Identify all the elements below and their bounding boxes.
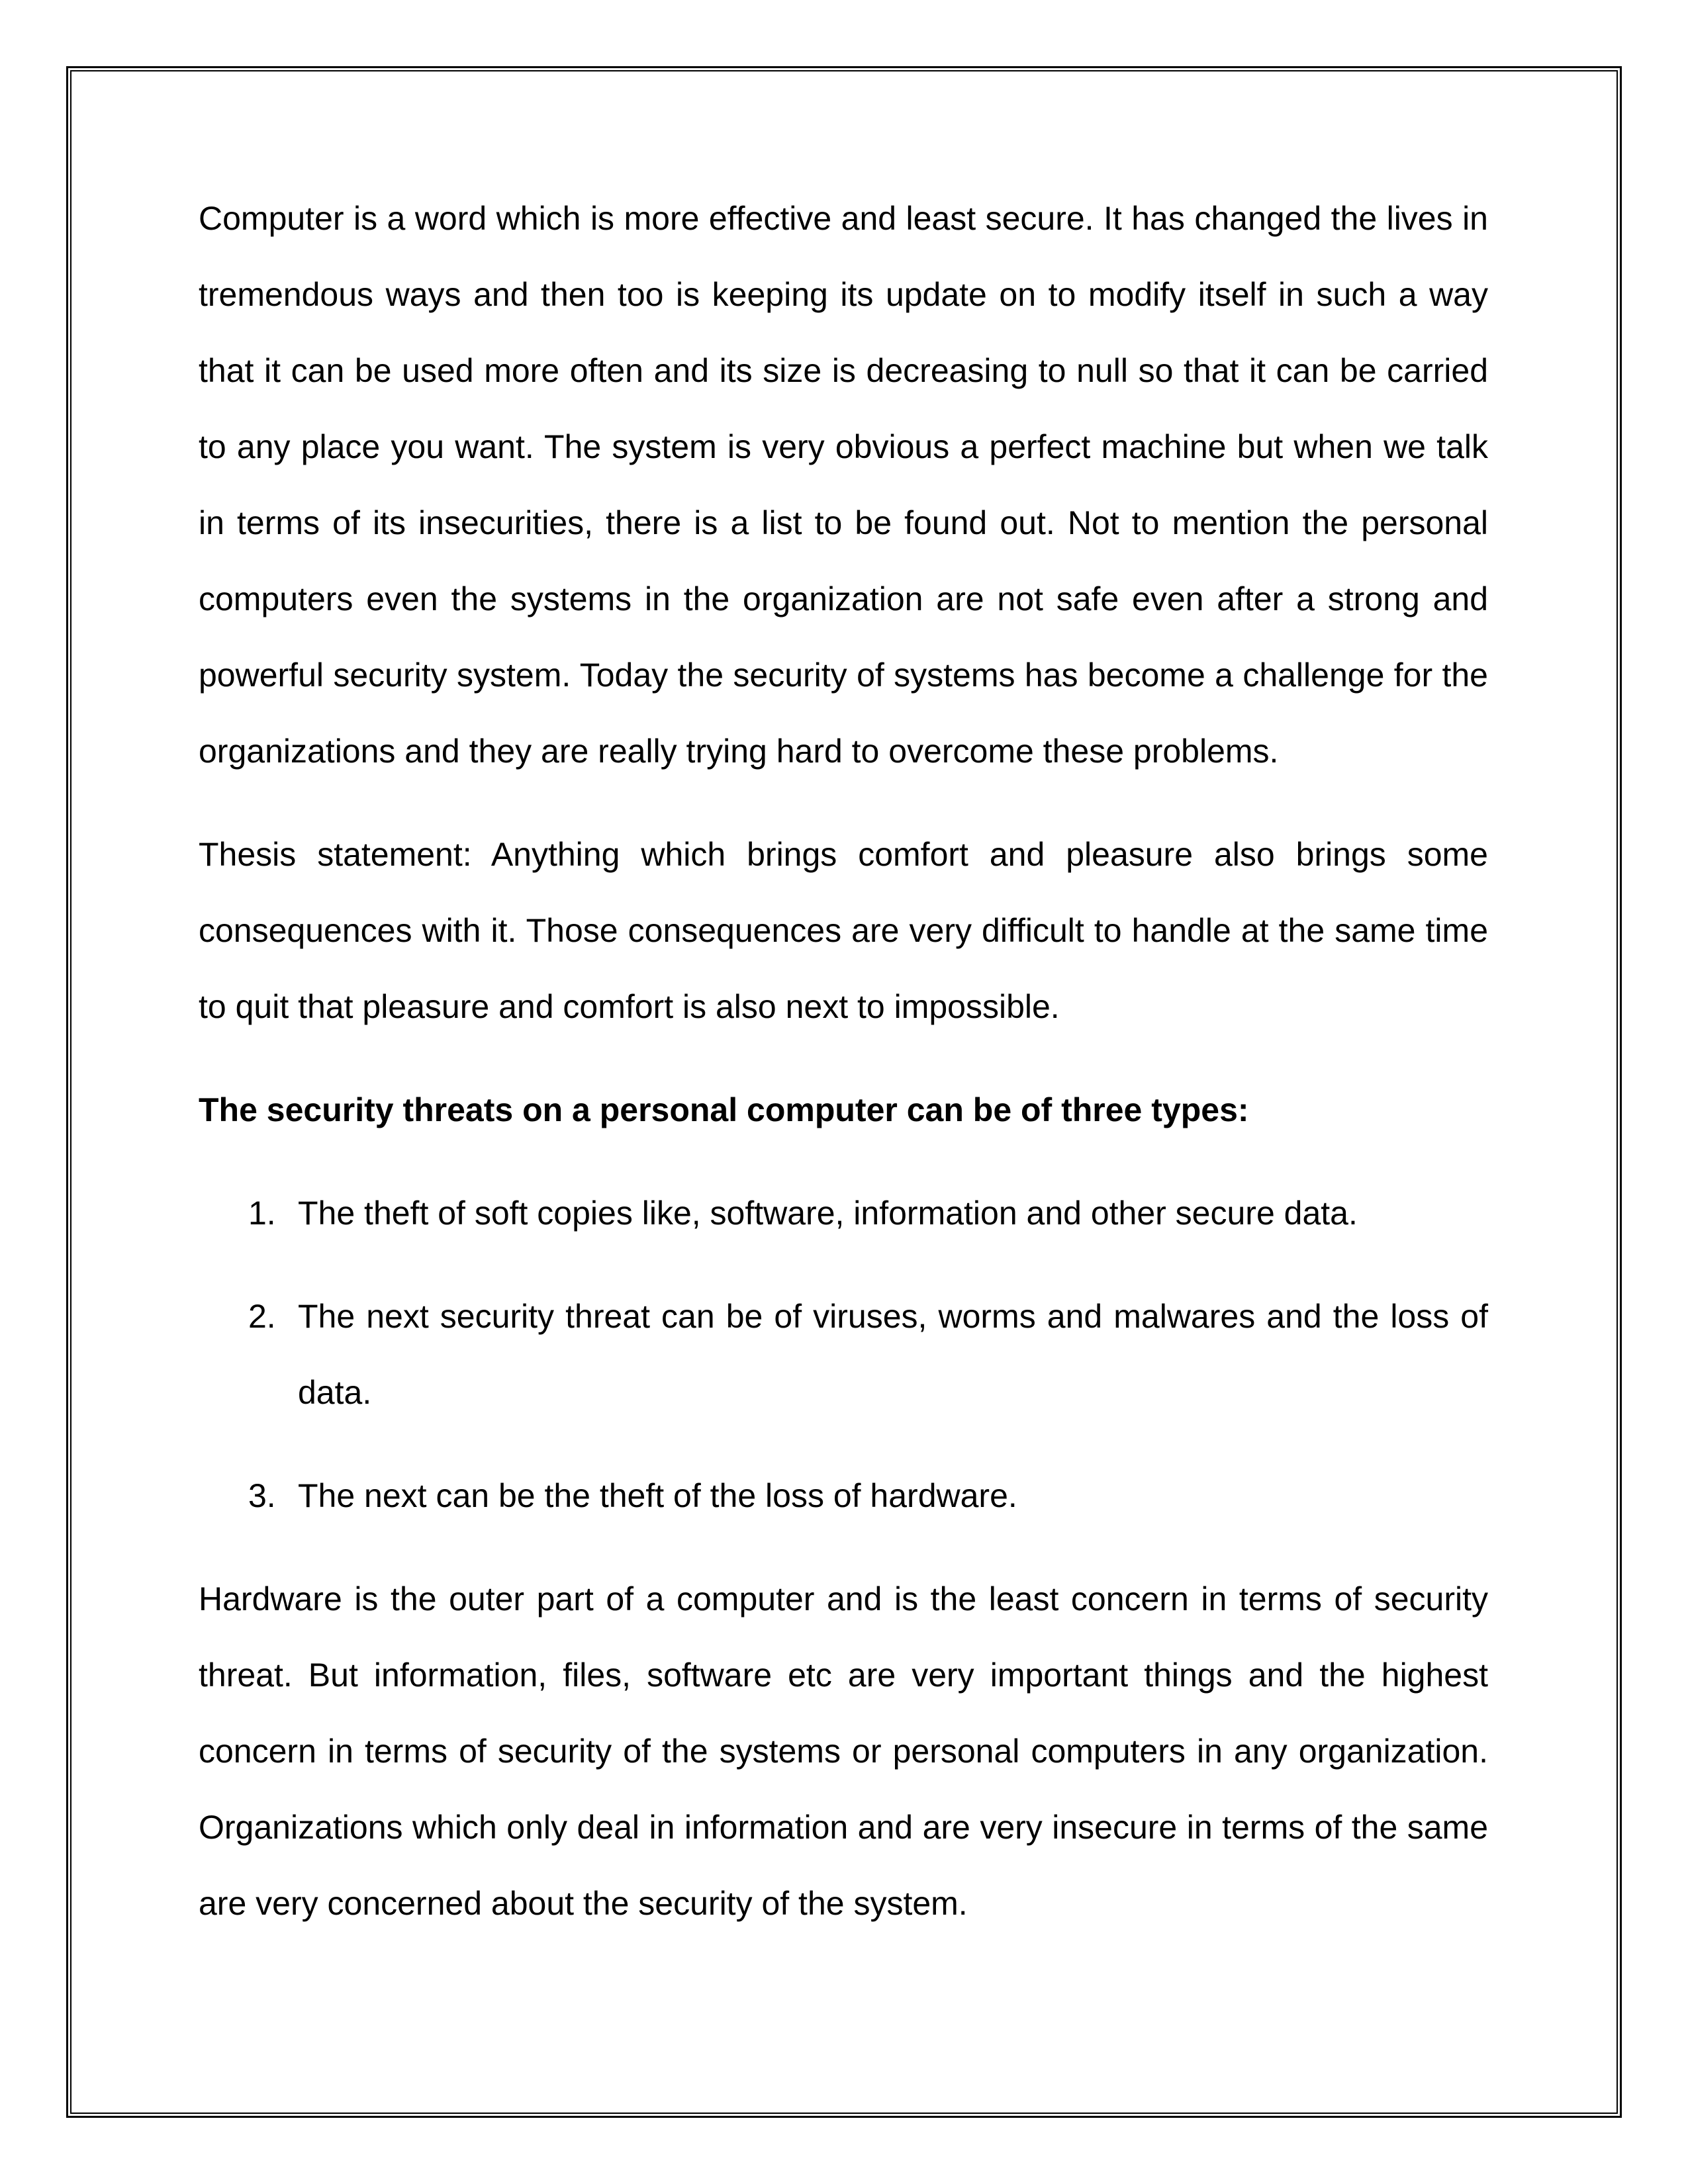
list-number: 2. [248, 1298, 276, 1335]
list-item-text: The theft of soft copies like, software, information and other secure data. [298, 1195, 1358, 1232]
list-item-text: The next security threat can be of viruses, worms and malwares and the loss of data. [298, 1298, 1488, 1411]
section-heading: The security threats on a personal computer can be of three types: [199, 1091, 1249, 1128]
intro-paragraph: Computer is a word which is more effective and least secure. It has changed the lives in tremendous ways and then too is keeping its update on to modify itself in such a way that it can be used more often and its size is decreasing to null so that it can be carried to any place you want. The system is very obvious a perfect machine but when we talk in terms of its insecurities, there is a list to be found out. Not to mention the personal computers even the systems in the organization are not safe even after a strong and powerful security system. Today the security of systems has become a challenge for the organizations and they are really trying hard to overcome these problems. [199, 200, 1488, 770]
list-item-text: The next can be the theft of the loss of hardware. [298, 1477, 1017, 1514]
list-item [199, 1175, 1488, 1251]
hardware-paragraph: Hardware is the outer part of a computer and is the least concern in terms of security threat. But information, files, software etc are very important things and the highest concern in terms of security of the systems or personal computers in any organization. Organizations which only deal in information and are very insecure in terms of the same are very concerned about the security of the system. [199, 1580, 1488, 1922]
list-number: 3. [248, 1477, 276, 1514]
list-item [199, 1279, 1488, 1431]
list-item [199, 1458, 1488, 1534]
document-body [199, 181, 1488, 1942]
thesis-paragraph: Thesis statement: Anything which brings comfort and pleasure also brings some consequences with it. Those consequences are very difficult to handle at the same time to quit that pleasure and comfort is also next to impossible. [199, 836, 1488, 1025]
list-number: 1. [248, 1195, 276, 1232]
